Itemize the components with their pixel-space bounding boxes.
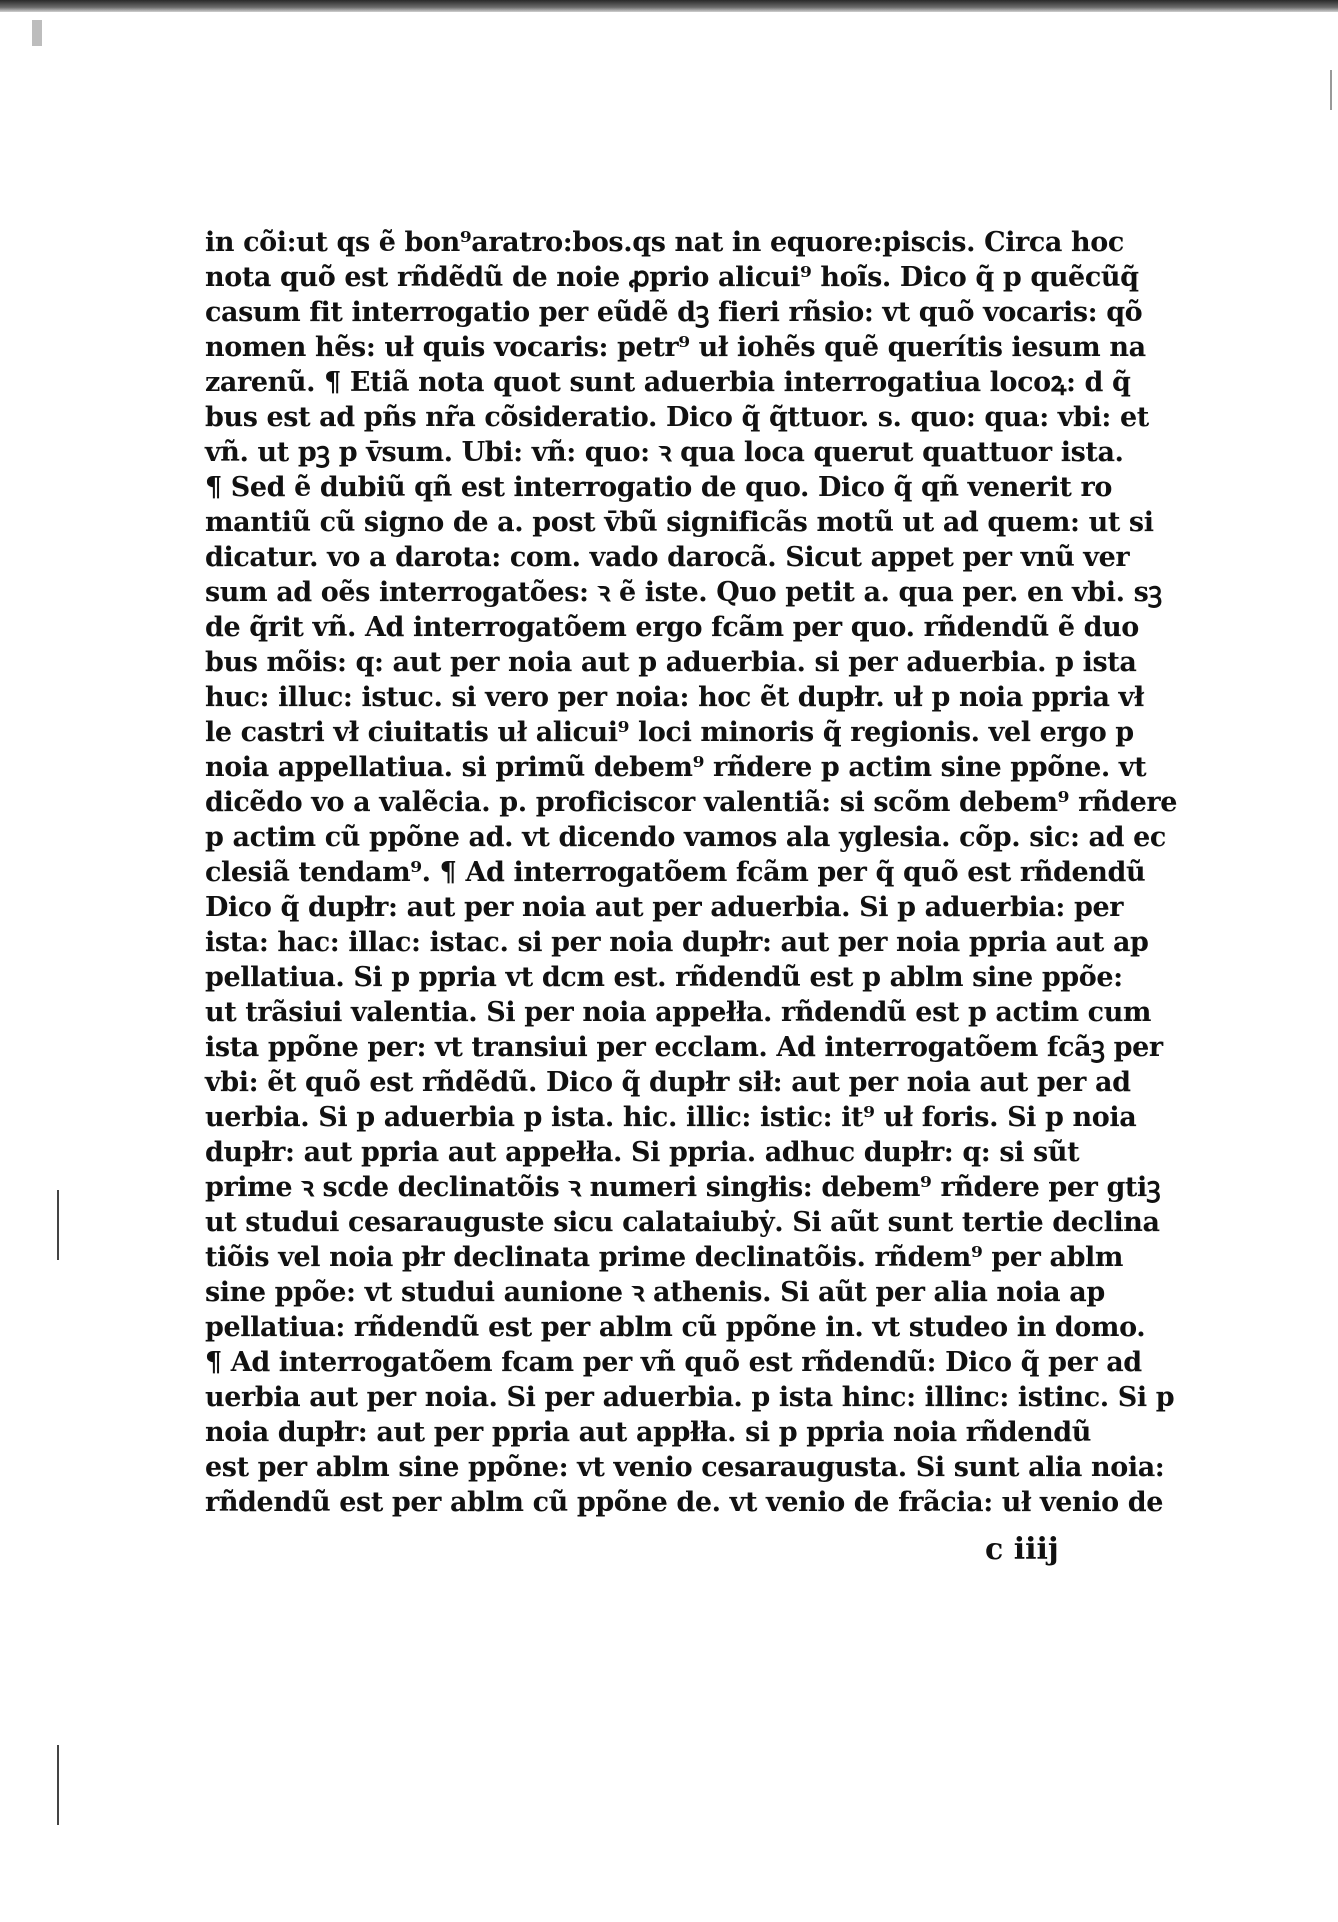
text-line: le castri vł ciuitatis uł alicui⁹ loci minoris q̃ regionis. vel ergo p xyxy=(205,717,1134,748)
text-line: ista ppõne per: vt transiui per ecclam. Ad interrogatõem fcãꝫ per xyxy=(205,1032,1163,1063)
text-line: sum ad oẽs interrogatões: ꝛ ẽ iste. Quo petit a. qua per. en vbi. sꝫ xyxy=(205,577,1162,608)
text-line: bus est ad pñs nr̃a cõsideratio. Dico q̃ q̃ttuor. s. quo: qua: vbi: et xyxy=(205,402,1149,433)
text-line: prime ꝛ scde declinatõis ꝛ numeri singłis: debem⁹ rñdere per gtiꝫ xyxy=(205,1172,1161,1203)
text-line: dicẽdo vo a valẽcia. p. proficiscor valentiã: si scõm debem⁹ rñdere xyxy=(205,787,1178,818)
text-line: pellatiua. Si p ppria vt dcm est. rñdendũ est p ablm sine ppõe: xyxy=(205,962,1123,993)
text-line: casum fit interrogatio per eũdẽ dꝫ fieri rñsio: vt quõ vocaris: qõ xyxy=(205,297,1143,328)
text-line: huc: illuc: istuc. si vero per noia: hoc ẽt dupłr. uł p noia ppria vł xyxy=(205,682,1144,713)
scan-artifact xyxy=(32,20,42,46)
text-line: est per ablm sine ppõne: vt venio cesaraugusta. Si sunt alia noia: xyxy=(205,1452,1165,1483)
margin-mark xyxy=(57,1190,59,1260)
text-line: tiõis vel noia płr declinata prime declinatõis. rñdem⁹ per ablm xyxy=(205,1242,1124,1273)
text-line: pellatiua: rñdendũ est per ablm cũ ppõne in. vt studeo in domo. xyxy=(205,1312,1146,1343)
text-line: nota quõ est rñdẽdũ de noie ꝓprio alicui⁹ hoĩs. Dico q̃ p quẽcũq̃ xyxy=(205,262,1139,293)
text-line: ut studui cesarauguste sicu calataiubẏ. Si aũt sunt tertie declina xyxy=(205,1207,1160,1238)
text-line: bus mõis: q: aut per noia aut p aduerbia. si per aduerbia. p ista xyxy=(205,647,1137,678)
text-line: de q̃rit vñ. Ad interrogatõem ergo fcãm per quo. rñdendũ ẽ duo xyxy=(205,612,1139,643)
signature-mark: c iiij xyxy=(985,1532,1059,1567)
text-line: Dico q̃ dupłr: aut per noia aut per aduerbia. Si p aduerbia: per xyxy=(205,892,1124,923)
text-line: vbi: ẽt quõ est rñdẽdũ. Dico q̃ dupłr sił: aut per noia aut per ad xyxy=(205,1067,1131,1098)
text-line: dupłr: aut ppria aut appełła. Si ppria. adhuc dupłr: q: si sũt xyxy=(205,1137,1080,1168)
text-line: rñdendũ est per ablm cũ ppõne de. vt venio de frãcia: uł venio de xyxy=(205,1487,1163,1518)
text-line: p actim cũ ppõne ad. vt dicendo vamos ala yglesia. cõp. sic: ad ec xyxy=(205,822,1166,853)
text-block xyxy=(205,225,1178,1520)
text-line: uerbia. Si p aduerbia p ista. hic. illic: istic: it⁹ uł foris. Si p noia xyxy=(205,1102,1137,1133)
text-line: nomen hẽs: uł quis vocaris: petr⁹ uł iohẽs quẽ querítis iesum na xyxy=(205,332,1146,363)
text-line: noia dupłr: aut per ppria aut appłła. si p ppria noia rñdendũ xyxy=(205,1417,1092,1448)
text-line: ut trãsiui valentia. Si per noia appełła. rñdendũ est p actim cum xyxy=(205,997,1152,1028)
text-line: clesiã tendam⁹. ¶ Ad interrogatõem fcãm per q̃ quõ est rñdendũ xyxy=(205,857,1146,888)
text-line: noia appellatiua. si primũ debem⁹ rñdere p actim sine ppõne. vt xyxy=(205,752,1147,783)
margin-mark xyxy=(1330,70,1332,110)
text-line: ista: hac: illac: istac. si per noia dupłr: aut per noia ppria aut ap xyxy=(205,927,1149,958)
text-line: vñ. ut pꝫ p v̄sum. Ubi: vñ: quo: ꝛ qua loca querut quattuor ista. xyxy=(205,437,1124,468)
text-line: ¶ Ad interrogatõem fcam per vñ quõ est rñdendũ: Dico q̃ per ad xyxy=(205,1347,1142,1378)
text-line: uerbia aut per noia. Si per aduerbia. p ista hinc: illinc: istinc. Si p xyxy=(205,1382,1175,1413)
text-line: mantiũ cũ signo de a. post v̄bũ significãs motũ ut ad quem: ut si xyxy=(205,507,1154,538)
text-line: in cõi:ut qs ẽ bon⁹aratro:bos.qs nat in equore:piscis. Circa hoc xyxy=(205,227,1124,258)
text-line: zarenũ. ¶ Etiã nota quot sunt aduerbia interrogatiua locoꝝ: d q̃ xyxy=(205,367,1131,398)
page-top-edge xyxy=(0,0,1338,12)
text-line: dicatur. vo a darota: com. vado darocã. Sicut appet per vnũ ver xyxy=(205,542,1130,573)
text-line: sine ppõe: vt studui aunione ꝛ athenis. Si aũt per alia noia ap xyxy=(205,1277,1105,1308)
margin-mark xyxy=(57,1745,59,1825)
text-line: ¶ Sed ẽ dubiũ qñ est interrogatio de quo. Dico q̃ qñ venerit ro xyxy=(205,472,1112,503)
